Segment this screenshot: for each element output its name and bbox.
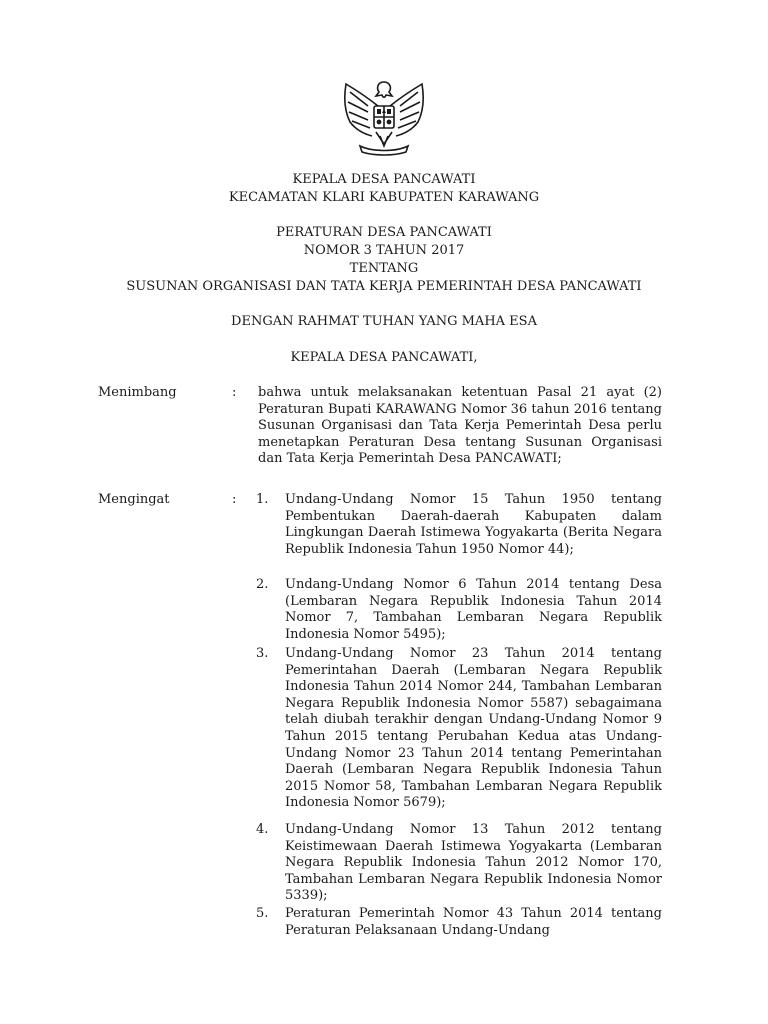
issuer-title: KEPALA DESA PANCAWATI [292, 172, 476, 187]
issuer-subtitle: KECAMATAN KLARI KABUPATEN KARAWANG [228, 190, 540, 205]
grace-statement: DENGAN RAHMAT TUHAN YANG MAHA ESA [231, 314, 537, 329]
mengingat-colon: : [232, 492, 237, 507]
list-item-text: Undang-Undang Nomor 23 Tahun 2014 tentang Pemerintahan Daerah (Lembaran Negara Republik Indonesia Tahun 2014 Nomor 244, Tambahan Lembaran Negara Republik Indonesia Nomor 5587) sebagaimana telah diubah terakhir dengan Undang-Undang Nomor 9 Tahun 2015 tentang Perubahan Kedua atas Undang-Undang Nomor 23 Tahun 2014 tentang Pemerintahan Daerah (Lembaran Negara Republik Indonesia Tahun 2015 Nomor 58, Tambahan Lembaran Negara Republik Indonesia Nomor 5679); [285, 646, 662, 811]
regulation-subject: SUSUNAN ORGANISASI DAN TATA KERJA PEMERINTAH DESA PANCAWATI [126, 279, 642, 294]
list-item-number: 4. [256, 822, 269, 837]
list-item-text: Undang-Undang Nomor 15 Tahun 1950 tentang Pembentukan Daerah-daerah Kabupaten dalam Lingkungan Daerah Istimewa Yogyakarta (Berita Negara Republik Indonesia Tahun 1950 Nomor 44); [285, 492, 662, 557]
issuing-authority: KEPALA DESA PANCAWATI, [290, 350, 478, 365]
menimbang-label: Menimbang [98, 385, 177, 400]
list-item-number: 5. [256, 906, 269, 921]
regulation-number: NOMOR 3 TAHUN 2017 [303, 243, 465, 258]
list-item-text: Peraturan Pemerintah Nomor 43 Tahun 2014 tentang Peraturan Pelaksanaan Undang-Undang [285, 906, 662, 938]
list-item-number: 2. [256, 577, 269, 592]
garuda-emblem [338, 76, 430, 158]
list-item-number: 1. [256, 492, 269, 507]
menimbang-text: bahwa untuk melaksanakan ketentuan Pasal 21 ayat (2) Peraturan Bupati KARAWANG Nomor 36 tahun 2016 tentang Susunan Organisasi dan Tata Kerja Pemerintah Desa perlu menetapkan Peraturan Desa tentang Susunan Organisasi dan Tata Kerja Pemerintah Desa PANCAWATI; [258, 385, 662, 467]
list-item-text: Undang-Undang Nomor 13 Tahun 2012 tentang Keistimewaan Daerah Istimewa Yogyakarta (Lembaran Negara Republik Indonesia Tahun 2012 Nomor 170, Tambahan Lembaran Negara Republik Indonesia Nomor 5339); [285, 822, 662, 904]
list-item-number: 3. [256, 646, 269, 661]
list-item-text: Undang-Undang Nomor 6 Tahun 2014 tentang Desa (Lembaran Negara Republik Indonesia Tahun 2014 Nomor 7, Tambahan Lembaran Negara Republik Indonesia Nomor 5495); [285, 577, 662, 642]
regulation-title: PERATURAN DESA PANCAWATI [276, 225, 492, 240]
regulation-about: TENTANG [349, 261, 419, 276]
menimbang-colon: : [232, 385, 237, 400]
mengingat-label: Mengingat [98, 492, 170, 507]
